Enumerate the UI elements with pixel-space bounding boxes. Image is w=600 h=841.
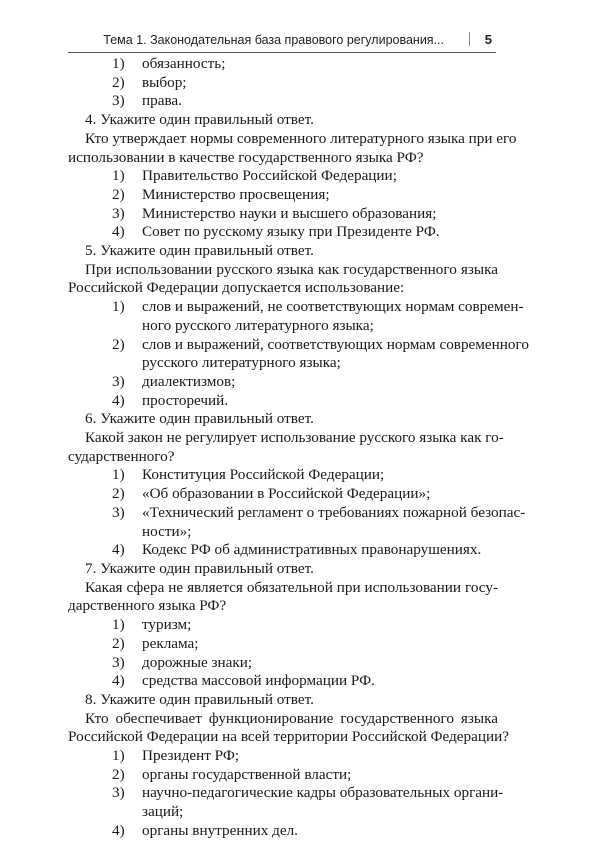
option-number: 2) [112,73,125,91]
question-instruction: 5. Укажите один правильный ответ. [85,242,314,260]
option-number: 2) [112,335,125,353]
question-6 [68,410,526,560]
option-text: просторечий. [142,391,229,409]
option-text: диалектизмов; [142,372,236,390]
option-number: 4) [112,672,125,690]
option-number: 4) [112,391,125,409]
running-header-title: Тема 1. Законодательная база правового регулирования... [103,33,444,47]
question-text-line: Российской Федерации допускается использование: [68,279,405,297]
option-text: органы государственной власти; [142,765,352,783]
option-item [68,205,498,224]
option-text: реклама; [142,634,199,652]
option-number: 3) [112,784,125,802]
option-item [68,541,498,560]
option-item [68,635,498,654]
question-text-line: Какой закон не регулирует использование русского языка как го- [85,429,504,447]
option-item [68,784,504,821]
option-number: 2) [112,485,125,503]
option-text-line: русского литературного языка; [142,354,341,372]
option-number: 3) [112,204,125,222]
question-8 [68,690,509,841]
option-text-line: заций; [142,803,184,821]
option-number: 1) [112,747,125,765]
option-item [68,92,498,111]
option-text: права. [142,92,182,110]
option-text: Конституция Российской Федерации; [142,466,385,484]
option-text-line: слов и выражений, соответствующих нормам современного [142,335,529,353]
option-item [68,373,498,392]
option-text: дорожные знаки; [142,653,253,671]
option-item [68,466,498,485]
running-header [68,30,496,53]
option-number: 4) [112,541,125,559]
option-number: 3) [112,92,125,110]
option-item [68,485,498,504]
option-item [68,335,529,373]
option-number: 1) [112,466,125,484]
option-text [142,336,529,373]
option-text: средства массовой информации РФ. [142,672,375,690]
option-item [68,55,498,74]
option-text [142,504,525,541]
option-text: Министерство науки и высшего образования; [142,204,437,222]
option-item [68,616,498,635]
option-item [68,298,524,335]
question-instruction: 7. Укажите один правильный ответ. [85,559,314,577]
question-4 [68,111,517,242]
option-item [68,167,498,186]
option-text: туризм; [142,616,192,634]
option-item [68,74,498,93]
page-body [68,55,529,841]
option-number: 1) [112,616,125,634]
question-text-line: При использовании русского языка как государственного языка [85,260,498,278]
option-text-line: ного русского литературного языка; [142,316,374,334]
question-7 [68,560,498,691]
question-text-line: Кто утверждает нормы современного литературного языка при его [85,129,517,147]
option-item [68,672,498,691]
question-instruction: 4. Укажите один правильный ответ. [85,111,314,129]
option-text: обязанность; [142,55,226,72]
question-instruction: 6. Укажите один правильный ответ. [85,410,314,428]
option-number: 3) [112,653,125,671]
option-item [68,766,498,785]
option-number: 1) [112,55,125,72]
option-item [68,503,526,541]
option-text: Кодекс РФ об административных правонарушениях. [142,541,482,559]
option-item [68,392,498,411]
prev-question-options [68,55,498,111]
option-item [68,654,498,673]
option-number: 1) [112,167,125,185]
option-item [68,186,498,205]
option-number: 1) [112,298,125,316]
option-number: 3) [112,372,125,390]
option-number: 2) [112,765,125,783]
option-text: Правительство Российской Федерации; [142,167,397,185]
option-item [68,223,498,242]
question-text-line: использовании в качестве государственного языка РФ? [68,148,424,166]
option-text: Совет по русскому языку при Президенте РФ. [142,223,440,241]
option-number: 2) [112,634,125,652]
option-text: органы внутренних дел. [142,821,298,839]
option-number: 3) [112,503,125,521]
question-text-line: дарственного языка РФ? [68,597,227,615]
option-text: Министерство просвещения; [142,185,330,203]
question-text-line: сударственного? [68,447,175,465]
option-text-line: научно-педагогические кадры образовательных органи- [142,784,504,802]
option-text: выбор; [142,73,187,91]
option-text-line: «Технический регламент о требованиях пожарной безопас- [142,503,526,521]
question-text-line: Кто обеспечивает функционирование государственного языка [85,709,498,727]
option-text: Президент РФ; [142,747,240,765]
header-separator [469,32,470,46]
question-text-line: Какая сфера не является обязательной при использовании госу- [85,578,498,596]
option-number: 4) [112,223,125,241]
question-5 [68,242,529,410]
option-number: 4) [112,821,125,839]
option-text [142,784,503,821]
option-text [142,298,524,335]
page-number: 5 [484,32,492,47]
option-number: 2) [112,185,125,203]
option-item [68,822,498,841]
option-text-line: слов и выражений, не соответствующих нормам современ- [142,298,524,316]
question-instruction: 8. Укажите один правильный ответ. [85,690,314,708]
option-text: «Об образовании в Российской Федерации»; [142,485,431,503]
option-text-line: ности»; [142,522,192,540]
question-text-line: Российской Федерации на всей территории Российской Федерации? [68,728,509,746]
